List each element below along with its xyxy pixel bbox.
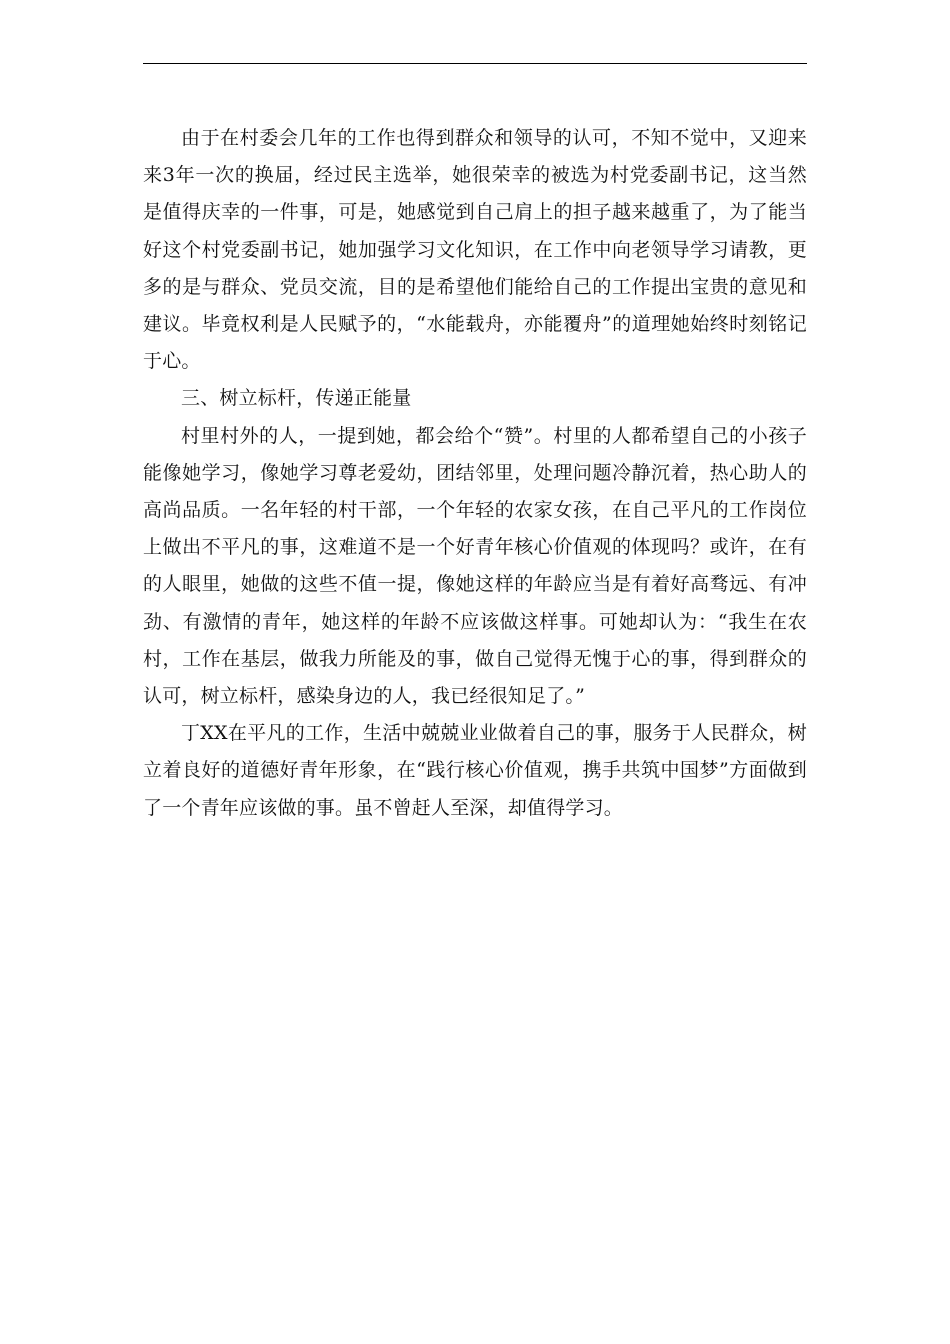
paragraph-role-model: 村里村外的人，一提到她，都会给个“赞”。村里的人都希望自己的小孩子能像她学习，像她学习尊老爱幼，团结邻里，处理问题冷静沉着，热心助人的高尚品质。一名年轻的村干部，一个年轻的农家女孩，在自己平凡的工作岗位上做出不平凡的事，这难道不是一个好青年核心价值观的体现吗？或许，在有的人眼里，她做的这些不值一提，像她这样的年龄应当是有着好高骛远、有冲劲、有激情的青年，她这样的年龄不应该做这样事。可她却认为：“我生在农村，工作在基层，做我力所能及的事，做自己觉得无愧于心的事，得到群众的认可，树立标杆，感染身边的人，我已经很知足了。” [143,424,807,708]
header-rule [143,63,807,64]
paragraph-conclusion: 丁XX在平凡的工作，生活中兢兢业业做着自己的事，服务于人民群众，树立着良好的道德好青年形象，在“践行核心价值观，携手共筑中国梦”方面做到了一个青年应该做的事。虽不曾赶人至深，却值得学习。 [143,722,807,819]
section-heading: 三、树立标杆，传递正能量 [181,387,412,410]
document-body [143,120,807,827]
paragraph-election: 由于在村委会几年的工作也得到群众和领导的认可，不知不觉中，又迎来来3年一次的换届，经过民主选举，她很荣幸的被选为村党委副书记，这当然是值得庆幸的一件事，可是，她感觉到自己肩上的担子越来越重了，为了能当好这个村党委副书记，她加强学习文化知识，在工作中向老领导学习请教，更多的是与群众、党员交流，目的是希望他们能给自己的工作提出宝贵的意见和建议。毕竟权利是人民赋予的，“水能载舟，亦能覆舟”的道理她始终时刻铭记于心。 [143,127,807,373]
